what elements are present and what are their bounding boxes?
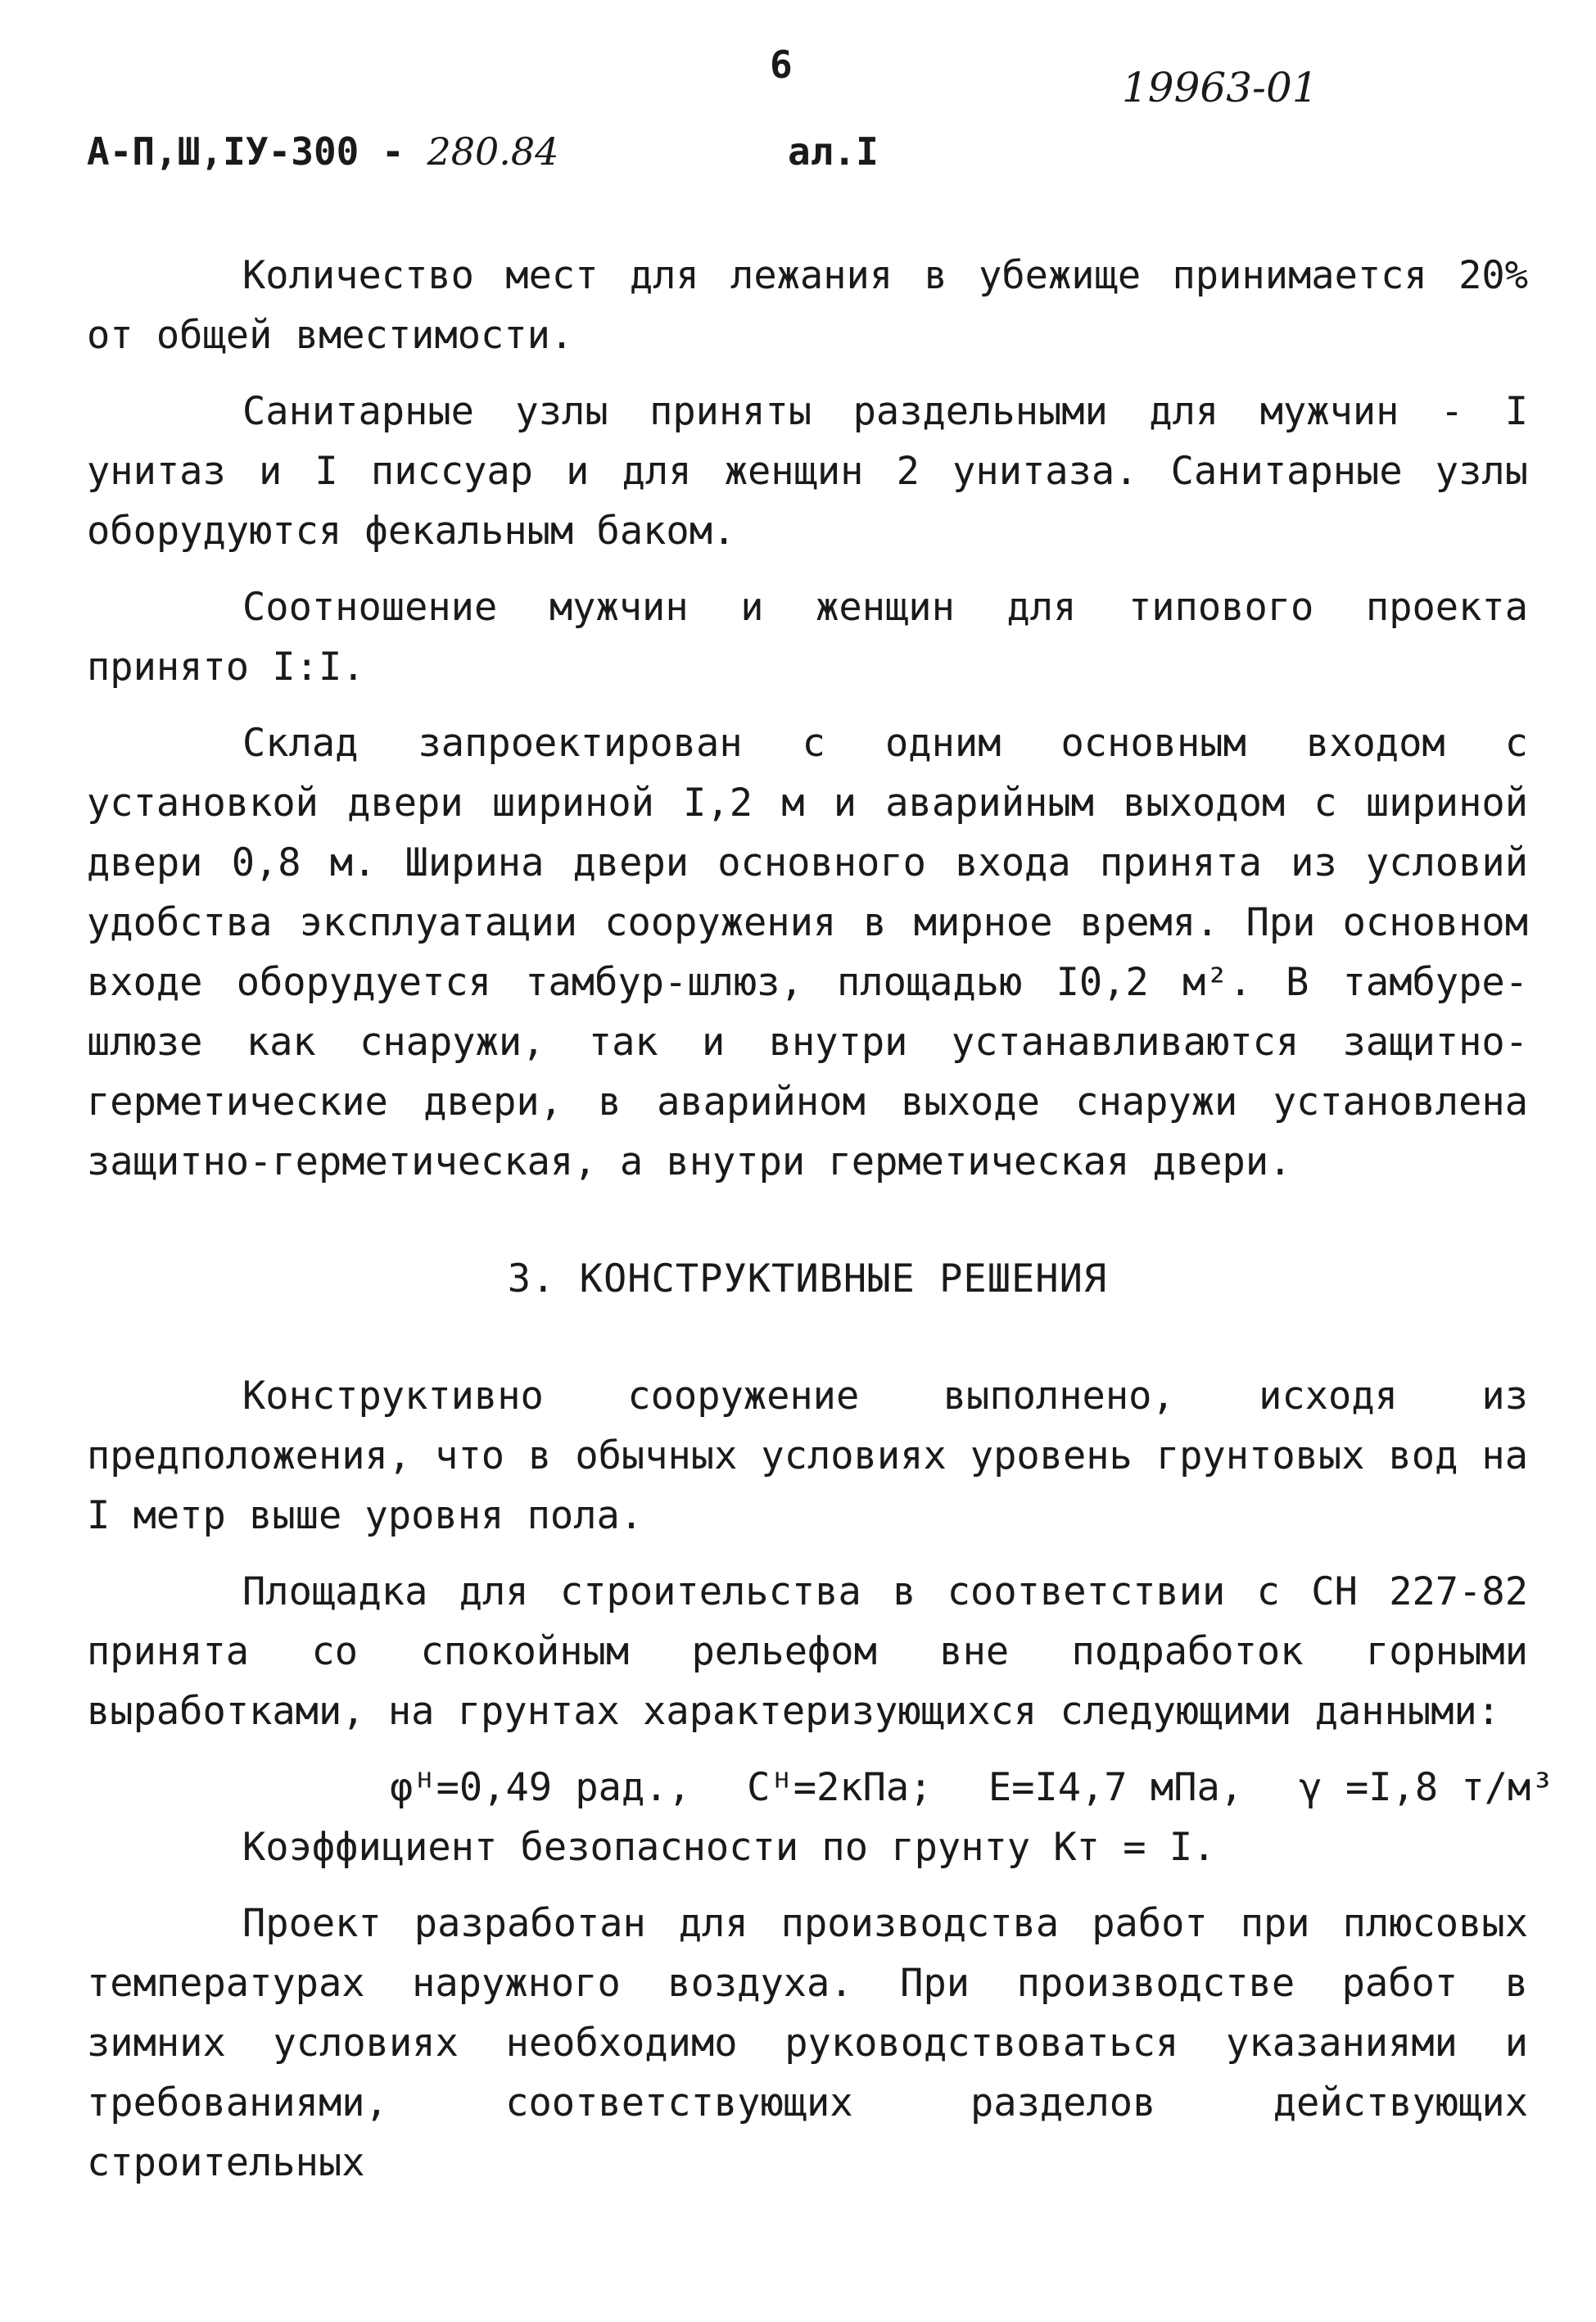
safety-coefficient: Коэффициент безопасности по грунту Кт = I. bbox=[242, 1825, 1216, 1870]
formula-c: Cᴴ=2кПа; bbox=[747, 1765, 933, 1810]
formula-phi: φᴴ=0,49 рад., bbox=[390, 1765, 691, 1810]
paragraph-sanitary: Санитарные узлы приняты раздельными для мужчин - I унитаз и I писсуар и для женщин 2 унитаза. Санитарные узлы оборудуются фекальным баком. bbox=[87, 389, 1528, 554]
designation-year: 280.84 bbox=[427, 129, 559, 174]
document-code: 19963-01 bbox=[1122, 64, 1318, 111]
formula-e: E=I4,7 мПа, bbox=[988, 1765, 1244, 1810]
body-text bbox=[87, 246, 1554, 2209]
formula-gamma: γ =I,8 т/м³ bbox=[1299, 1765, 1554, 1810]
designation-text: А-П,Ш,IУ-300 - bbox=[87, 129, 405, 174]
paragraph-warehouse-entrance: Склад запроектирован с одним основным входом с установкой двери шириной I,2 м и аварийным выходом с шириной двери 0,8 м. Ширина двери основного входа принята из условий удобства эксплуатации сооружения в мирное время. При основном входе оборудуется тамбур-шлюз, площадью I0,2 м². В тамбуре-шлюзе как снаружи, так и внутри устанавливаются защитно-герметические двери, в аварийном выходе снаружи установлена защитно-герметическая, а внутри герметическая двери. bbox=[87, 721, 1528, 1184]
paragraph-site: Площадка для строительства в соответствии с СН 227-82 принята со спокойным рельефом вне подработок горными выработками, на грунтах характеризующихся следующими данными: bbox=[87, 1569, 1528, 1734]
paragraph-construction-conditions: Проект разработан для производства работ при плюсовых температурах наружного воздуха. При производстве работ в зимних условиях необходимо руководствоваться указаниями и требованиями, соответствующих разделов действующих строительных bbox=[87, 1901, 1528, 2185]
paragraph-groundwater: Конструктивно сооружение выполнено, исходя из предположения, что в обычных условиях уровень грунтовых вод на I метр выше уровня пола. bbox=[87, 1374, 1528, 1538]
section-title: 3. КОНСТРУКТИВНЫЕ РЕШЕНИЯ bbox=[507, 1256, 1108, 1301]
document-designation bbox=[87, 129, 558, 174]
sheet-label: ал.I bbox=[788, 129, 879, 174]
page-number: 6 bbox=[770, 43, 793, 87]
paragraph-sleeping-places: Количество мест для лежания в убежище принимается 20% от общей вместимости. bbox=[87, 253, 1528, 358]
soil-parameters-formula bbox=[87, 1758, 1554, 1817]
paragraph-ratio: Соотношение мужчин и женщин для типового проекта принято I:I. bbox=[87, 585, 1528, 690]
